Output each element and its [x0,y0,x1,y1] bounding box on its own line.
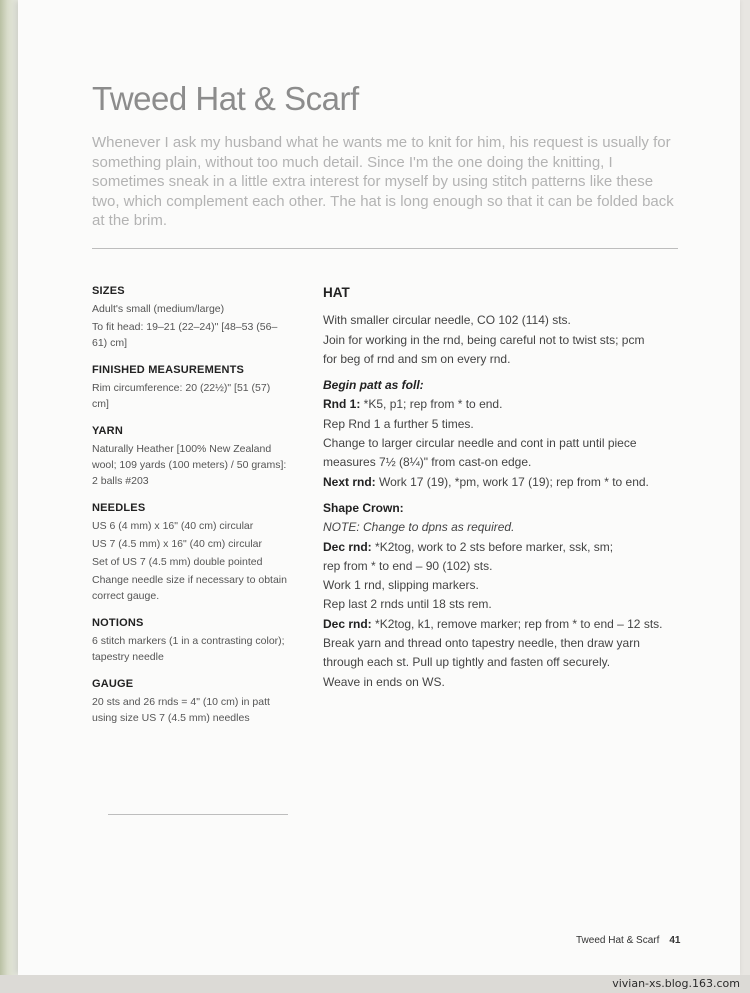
gauge-line: 20 sts and 26 rnds = 4" (10 cm) in patt using size US 7 (4.5 mm) needles [92,696,270,724]
round-text: *K5, p1; rep from * to end. [360,397,503,412]
notions-section [92,615,287,665]
round-label: Dec rnd: [323,539,372,554]
needles-line: US 6 (4 mm) x 16" (40 cm) circular [92,520,254,532]
page-number: 41 [669,935,681,946]
page-title: Tweed Hat & Scarf [92,80,359,117]
needles-heading: NEEDLES [92,502,146,514]
instruction-line: Rep last 2 rnds until 18 sts rem. [323,597,492,612]
round-text: *K2tog, work to 2 sts before marker, ssk, sm; [371,539,614,554]
yarn-heading: YARN [92,425,123,437]
needles-section [92,500,287,604]
pattern-instructions [323,283,683,692]
notions-line: 6 stitch markers (1 in a contrasting color); tapestry needle [92,635,285,663]
needles-line: Change needle size if necessary to obtain correct gauge. [92,574,287,602]
page-footer [576,935,681,946]
instruction-line: Work 1 rnd, slipping markers. [323,578,479,593]
materials-sidebar [92,283,287,737]
round-text: *K2tog, k1, remove marker; rep from * to end – 12 sts. [371,616,663,631]
instruction-line [323,473,683,492]
needles-line: US 7 (4.5 mm) x 16" (40 cm) circular [92,538,263,550]
instruction-line: for beg of rnd and sm on every rnd. [323,351,511,366]
instruction-line: Break yarn and thread onto tapestry needle, then draw yarn [323,636,640,651]
begin-pattern-heading: Begin patt as foll: [323,378,424,393]
instruction-line: Weave in ends on WS. [323,674,445,689]
gauge-section [92,676,287,726]
footer-title: Tweed Hat & Scarf [576,935,660,946]
finished-heading: FINISHED MEASUREMENTS [92,364,245,376]
yarn-line: Naturally Heather [100% New Zealand wool; 109 yards (100 meters) / 50 grams]: 2 balls #203 [92,443,287,487]
book-spine [0,0,18,975]
instruction-line: Join for working in the rnd, being careful not to twist sts; pcm [323,332,645,347]
watermark-text: vivian-xs.blog.163.com [612,977,740,990]
instruction-line: through each st. Pull up tightly and fasten off securely. [323,655,611,670]
instruction-line: With smaller circular needle, CO 102 (114) sts. [323,313,571,328]
sizes-line: Adult's small (medium/large) [92,303,225,315]
header-divider [92,248,678,249]
yarn-section [92,423,287,489]
round-label: Dec rnd: [323,616,372,631]
instruction-line [323,538,683,557]
sizes-heading: SIZES [92,285,125,297]
round-text: Work 17 (19), *pm, work 17 (19); rep from * to end. [375,474,649,489]
finished-line: Rim circumference: 20 (22½)" [51 (57) cm] [92,382,271,410]
note-text: NOTE: Change to dpns as required. [323,520,515,535]
round-label: Next rnd: [323,474,376,489]
shape-crown-heading: Shape Crown: [323,500,404,515]
hat-heading: HAT [323,285,350,300]
instruction-line: measures 7½ (8¼)" from cast-on edge. [323,455,532,470]
sizes-section [92,283,287,351]
instruction-line [323,615,683,634]
sidebar-divider [108,814,288,815]
round-label: Rnd 1: [323,397,361,412]
needles-line: Set of US 7 (4.5 mm) double pointed [92,556,263,568]
finished-section [92,362,287,412]
notions-heading: NOTIONS [92,617,144,629]
sizes-line: To fit head: 19–21 (22–24)" [48–53 (56–61) cm] [92,321,278,349]
instruction-line [323,395,683,414]
intro-paragraph: Whenever I ask my husband what he wants me to knit for him, his request is usually for something plain, without too much detail. Since I'm the one doing the knitting, I sometimes sneak in a little extra interest for myself by using stitch patterns like these two, which complement each other. The hat is long enough so that it can be folded back at the brim. [92,134,674,229]
gauge-heading: GAUGE [92,678,134,690]
instruction-line: Rep Rnd 1 a further 5 times. [323,416,474,431]
instruction-line: Change to larger circular needle and cont in patt until piece [323,436,637,451]
instruction-line: rep from * to end – 90 (102) sts. [323,558,493,573]
